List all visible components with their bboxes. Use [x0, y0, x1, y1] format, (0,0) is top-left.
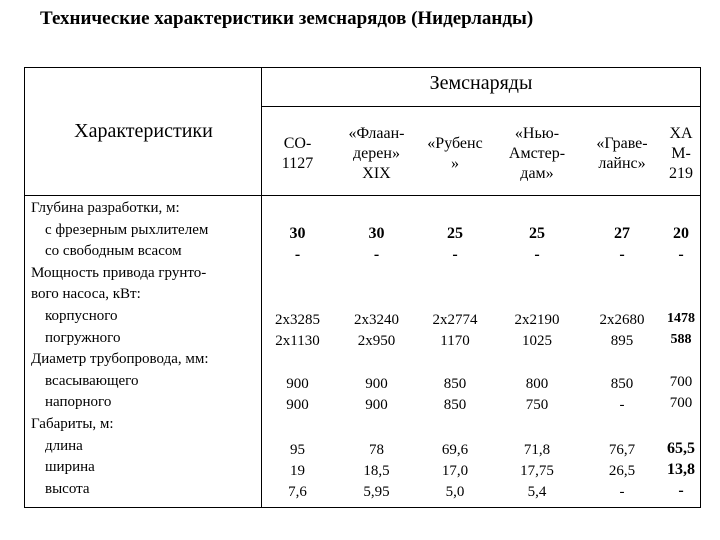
- power-cell: 2х2190 1025: [514, 312, 560, 349]
- header-line: 219: [669, 165, 693, 182]
- header-line: дам»: [520, 165, 554, 182]
- row-label: с фрезерным рыхлителем: [45, 221, 209, 238]
- header-divider: [261, 106, 700, 107]
- row-label: всасывающего: [45, 372, 139, 389]
- diameter-cell: 850 -: [610, 376, 634, 413]
- row-label: Мощность привода грунто-: [31, 264, 207, 281]
- depth-cell: 30 -: [368, 225, 385, 263]
- diameter-cell: 900 900: [365, 376, 388, 413]
- row-label: Глубина разработки, м:: [31, 200, 180, 216]
- column-header-rubens: [419, 110, 491, 198]
- page-title: Технические характеристики земснарядов (Нидерланды): [40, 8, 534, 29]
- power-cell: 2х2774 1170: [432, 312, 478, 349]
- depth-cell: 30 -: [289, 225, 306, 263]
- header-line: «Граве-: [596, 135, 648, 152]
- power-cell: 2х3240 2х950: [354, 312, 399, 349]
- header-line: ХА: [669, 125, 693, 142]
- depth-cell: 25 -: [447, 225, 463, 263]
- column-header-so1127: [261, 110, 334, 198]
- header-line: »: [450, 155, 459, 172]
- dimensions-cell: 95 19 7,6: [288, 442, 307, 500]
- dimensions-cell: 78 18,5 5,95: [363, 442, 390, 500]
- row-label: корпусного: [45, 307, 118, 324]
- power-cell: 2х2680 895: [599, 312, 645, 349]
- column-header-gravelines: [583, 110, 661, 198]
- specs-table: [24, 67, 701, 508]
- depth-cell: 20 -: [673, 225, 689, 263]
- diameter-cell: 700 700: [669, 374, 693, 411]
- header-line: лайнс»: [598, 155, 646, 172]
- column-header-new-amsterdam: [491, 110, 583, 198]
- diameter-cell: 800 750: [525, 376, 549, 413]
- row-label: длина: [45, 437, 83, 454]
- header-line: Амстер-: [508, 145, 566, 162]
- row-label: Габариты, м:: [31, 415, 114, 432]
- power-cell: 2х3285 2х1130: [275, 312, 320, 349]
- header-line: СО-: [283, 135, 312, 152]
- power-cell: 1478 588: [667, 311, 695, 347]
- header-line: М-: [671, 145, 691, 162]
- header-line: 1127: [281, 155, 314, 172]
- row-label: высота: [45, 480, 90, 497]
- row-label: ширина: [45, 459, 95, 476]
- column-header-xam219: [661, 110, 701, 198]
- diameter-cell: 850 850: [443, 376, 467, 413]
- row-label: погружного: [45, 329, 121, 346]
- dimensions-cell: 76,7 26,5 -: [608, 442, 636, 500]
- row-labels: [31, 198, 209, 500]
- depth-cell: 25 -: [529, 225, 545, 263]
- depth-cell: 27 -: [614, 225, 630, 263]
- group-header: Земснаряды: [429, 72, 533, 94]
- row-label: со свободным всасом: [45, 243, 182, 260]
- diameter-cell: 900 900: [286, 376, 309, 413]
- dimensions-cell: 71,8 17,75 5,4: [520, 442, 554, 500]
- column-header-flaanderen: [334, 110, 419, 198]
- header-line: «Рубенс: [427, 135, 483, 152]
- header-line: дерен»: [353, 145, 400, 162]
- characteristics-header: Характеристики: [74, 120, 213, 142]
- row-label: Диаметр трубопровода, мм:: [31, 351, 209, 368]
- dimensions-cell: 65,5 13,8 -: [667, 440, 695, 499]
- dimensions-cell: 69,6 17,0 5,0: [441, 442, 469, 500]
- row-label: напорного: [45, 394, 112, 411]
- header-line: XIX: [362, 165, 391, 182]
- header-line: «Флаан-: [348, 125, 405, 142]
- row-label: вого насоса, кВт:: [31, 286, 141, 303]
- header-line: «Нью-: [514, 125, 560, 142]
